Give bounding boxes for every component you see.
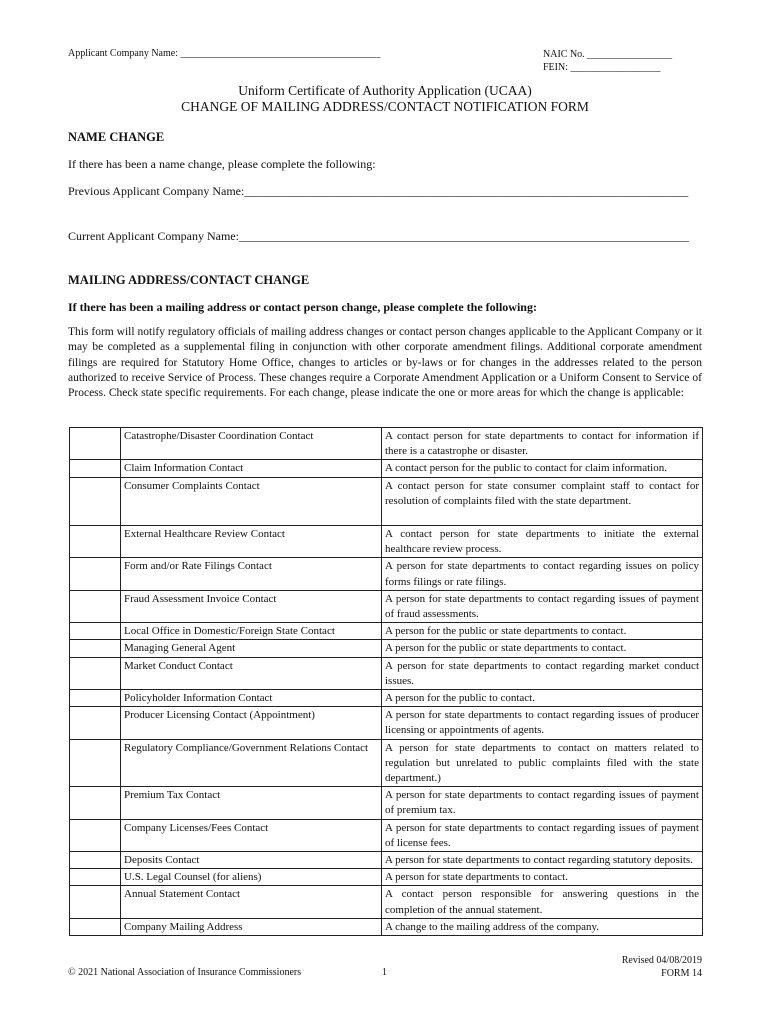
contact-description: A person for state departments to contact regarding issues of payment of license fees. [382,819,703,851]
check-cell[interactable] [70,526,121,558]
check-cell[interactable] [70,852,121,869]
naic-number-field[interactable]: NAIC No. _________________ [543,49,673,60]
table-row [70,428,703,460]
contact-description: A person for state departments to contact. [382,869,703,886]
page-number: 1 [382,967,387,978]
contact-description: A contact person for state consumer complaint staff to contact for resolution of complaints filed with the state department. [382,477,703,525]
contact-description: A person for the public or state departments to contact. [382,640,703,657]
contact-type: Fraud Assessment Invoice Contact [121,590,382,622]
check-cell[interactable] [70,428,121,460]
contact-description: A change to the mailing address of the company. [382,918,703,935]
table-row [70,886,703,918]
contact-description: A contact person for state departments to contact for information if there is a catastrophe or disaster. [382,428,703,460]
table-row [70,918,703,935]
form-subtitle: CHANGE OF MAILING ADDRESS/CONTACT NOTIFICATION FORM [181,99,589,114]
contact-description: A person for the public or state departments to contact. [382,623,703,640]
contact-description: A person for state departments to contact regarding issues of producer licensing or appointments of agents. [382,707,703,739]
contact-description: A person for state departments to contact regarding statutory deposits. [382,852,703,869]
table-row [70,707,703,739]
contact-type: Deposits Contact [121,852,382,869]
copyright: © 2021 National Association of Insurance Commissioners [68,967,302,978]
contact-type: External Healthcare Review Contact [121,526,382,558]
contact-description: A person for the public to contact. [382,690,703,707]
table-row [70,869,703,886]
contact-type: Market Conduct Contact [121,657,382,689]
table-row [70,623,703,640]
name-change-heading: NAME CHANGE [68,130,165,144]
header-ids [543,48,672,74]
mailing-change-instruction: If there has been a mailing address or contact person change, please complete the following: [68,300,537,314]
contact-type: Producer Licensing Contact (Appointment) [121,707,382,739]
table-row [70,657,703,689]
table-row [70,477,703,525]
table-row [70,690,703,707]
table-row [70,739,703,787]
check-cell[interactable] [70,640,121,657]
check-cell[interactable] [70,623,121,640]
check-cell[interactable] [70,590,121,622]
table-row [70,787,703,819]
check-cell[interactable] [70,918,121,935]
contacts-table [69,427,703,936]
contact-type: Company Mailing Address [121,918,382,935]
name-change-instruction: If there has been a name change, please complete the following: [68,157,376,171]
contact-description: A contact person responsible for answering questions in the completion of the annual statement. [382,886,703,918]
contact-description: A person for state departments to contact on matters related to regulation but unrelated to public complaints filed with the state department.) [382,739,703,787]
check-cell[interactable] [70,787,121,819]
check-cell[interactable] [70,477,121,525]
contact-type: Catastrophe/Disaster Coordination Contact [121,428,382,460]
check-cell[interactable] [70,460,121,477]
previous-company-name-field[interactable]: Previous Applicant Company Name:__________________________________________________________________________ [68,184,689,198]
check-cell[interactable] [70,739,121,787]
check-cell[interactable] [70,657,121,689]
check-cell[interactable] [70,869,121,886]
table-row [70,558,703,590]
contact-type: Regulatory Compliance/Government Relations Contact [121,739,382,787]
mailing-change-heading: MAILING ADDRESS/CONTACT CHANGE [68,273,310,287]
contact-type: Premium Tax Contact [121,787,382,819]
table-row [70,526,703,558]
check-cell[interactable] [70,886,121,918]
contact-type: Managing General Agent [121,640,382,657]
contact-type: Policyholder Information Contact [121,690,382,707]
contact-type: Local Office in Domestic/Foreign State Contact [121,623,382,640]
form-revision [622,954,702,980]
check-cell[interactable] [70,558,121,590]
contact-type: Consumer Complaints Contact [121,477,382,525]
contact-type: Form and/or Rate Filings Contact [121,558,382,590]
contact-type: U.S. Legal Counsel (for aliens) [121,869,382,886]
contact-description: A person for state departments to contact regarding issues of payment of premium tax. [382,787,703,819]
table-row [70,460,703,477]
check-cell[interactable] [70,819,121,851]
contact-description: A contact person for the public to contact for claim information. [382,460,703,477]
fein-field[interactable]: FEIN: __________________ [543,62,661,73]
contact-type: Claim Information Contact [121,460,382,477]
form-title: Uniform Certificate of Authority Application (UCAA) [238,83,532,98]
applicant-company-name-field[interactable]: Applicant Company Name: ________________________________________ [68,48,381,59]
table-row [70,819,703,851]
current-company-name-field[interactable]: Current Applicant Company Name:___________________________________________________________________________ [68,229,689,243]
mailing-change-description: This form will notify regulatory officials of mailing address changes or contact person changes applicable to the Applicant Company or it may be completed as a supplemental filing in conjunction with other corporate amendment filings. Additional corporate amendment filings are required for Statutory Home Office, changes to articles or by-laws or for changes in the addresses related to the person authorized to receive Service of Process. These changes require a Corporate Amendment Application or a Uniform Consent to Service of Process. Check state specific requirements. For each change, please indicate the one or more areas for which the change is applicable: [68,326,702,400]
check-cell[interactable] [70,690,121,707]
contact-description: A person for state departments to contact regarding market conduct issues. [382,657,703,689]
table-row [70,852,703,869]
check-cell[interactable] [70,707,121,739]
contact-description: A person for state departments to contact regarding issues on policy forms filings or rate filings. [382,558,703,590]
contact-description: A contact person for state departments to initiate the external healthcare review process. [382,526,703,558]
contact-type: Company Licenses/Fees Contact [121,819,382,851]
contact-description: A person for state departments to contact regarding issues of payment of fraud assessments. [382,590,703,622]
table-row [70,640,703,657]
revised-date: Revised 04/08/2019 [621,955,702,966]
table-row [70,590,703,622]
contact-type: Annual Statement Contact [121,886,382,918]
form-number: FORM 14 [661,968,702,979]
